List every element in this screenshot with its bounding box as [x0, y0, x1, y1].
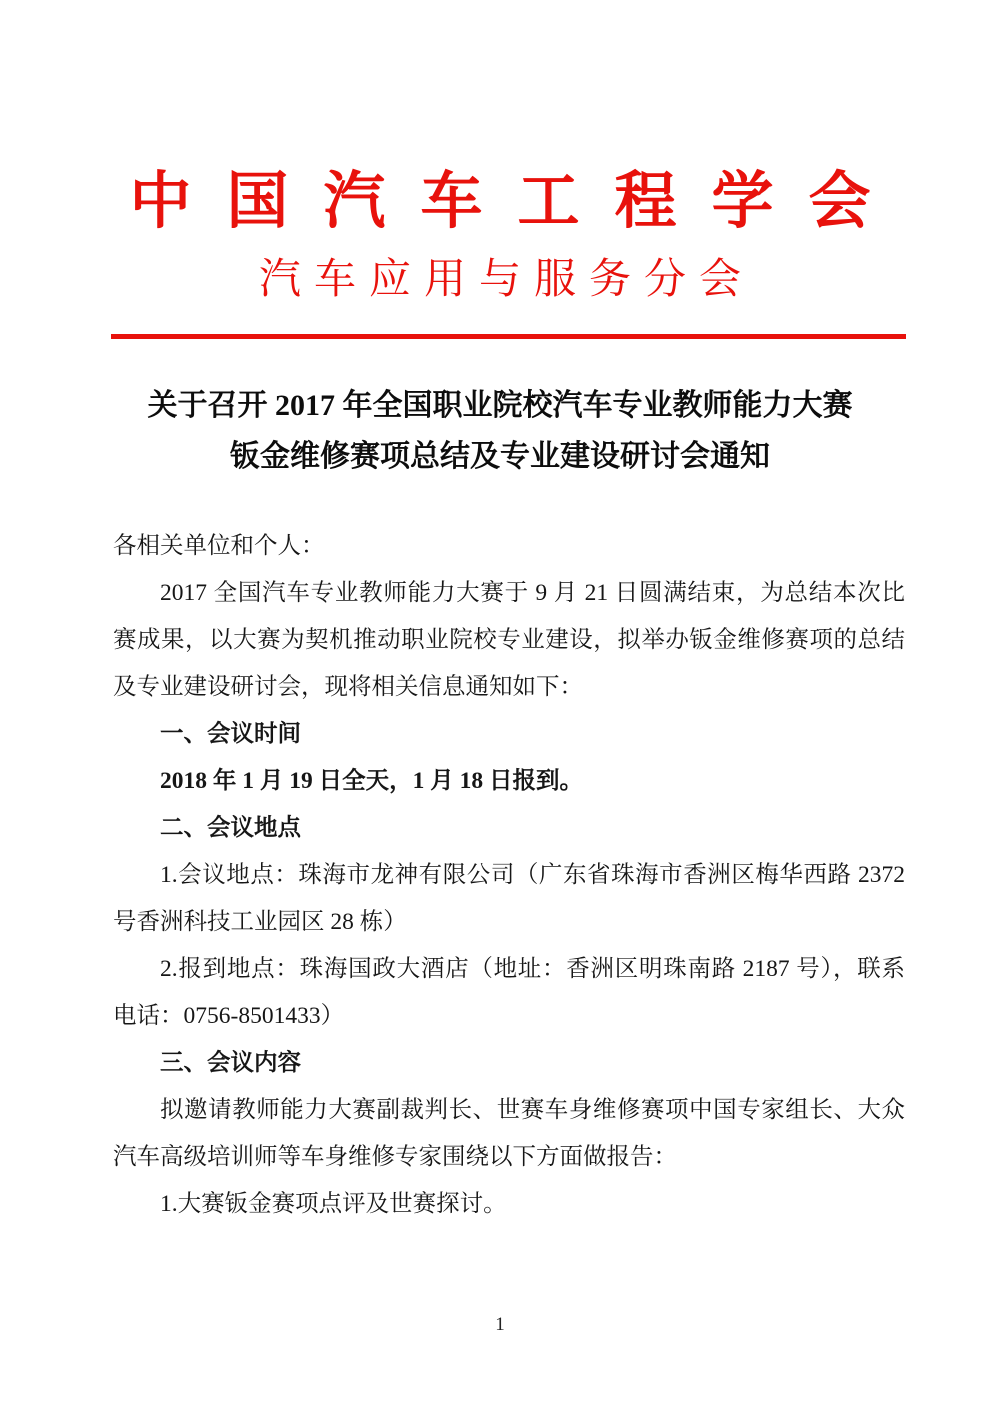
section-heading: 三、会议内容 [160, 1050, 301, 1076]
paragraph: 2.报到地点：珠海国政大酒店（地址：香洲区明珠南路 2187 号），联系电话：0756-8501433） [113, 956, 905, 1029]
page-number: 1 [495, 1314, 505, 1335]
organization-name [0, 166, 1000, 238]
paragraph: 1.会议地点：珠海市龙神有限公司（广东省珠海市香洲区梅华西路 2372 号香洲科技工业园区 28 栋） [113, 862, 905, 935]
letterhead [0, 0, 1000, 339]
paragraphs [113, 570, 905, 1228]
paragraph: 1.大赛钣金赛项点评及世赛探讨。 [160, 1191, 507, 1217]
branch-name [0, 255, 1000, 305]
paragraph: 拟邀请教师能力大赛副裁判长、世赛车身维修赛项中国专家组长、大众汽车高级培训师等车身维修专家围绕以下方面做报告： [113, 1097, 905, 1170]
letterhead-divider-rule [111, 334, 906, 339]
page-footer [0, 1314, 1000, 1336]
organization-name-text: 中国汽车工程学会 [129, 168, 906, 236]
notice-body [0, 523, 1000, 1228]
branch-name-text: 汽车应用与服务分会 [258, 257, 754, 303]
paragraph: 2017 全国汽车专业教师能力大赛于 9 月 21 日圆满结束，为总结本次比赛成果，以大赛为契机推动职业院校专业建设，拟举办钣金维修赛项的总结及专业建设研讨会，现将相关信息通知如下： [113, 580, 905, 700]
section-heading: 二、会议地点 [160, 815, 301, 841]
section-heading: 一、会议时间 [160, 721, 301, 747]
salutation: 各相关单位和个人： [113, 533, 325, 559]
notice-title-line-2: 钣金维修赛项总结及专业建设研讨会通知 [230, 440, 770, 473]
paragraph: 2018 年 1 月 19 日全天，1 月 18 日报到。 [160, 768, 583, 794]
notice-title-line-1: 关于召开 2017 年全国职业院校汽车专业教师能力大赛 [147, 389, 853, 422]
notice-title [0, 380, 1000, 482]
